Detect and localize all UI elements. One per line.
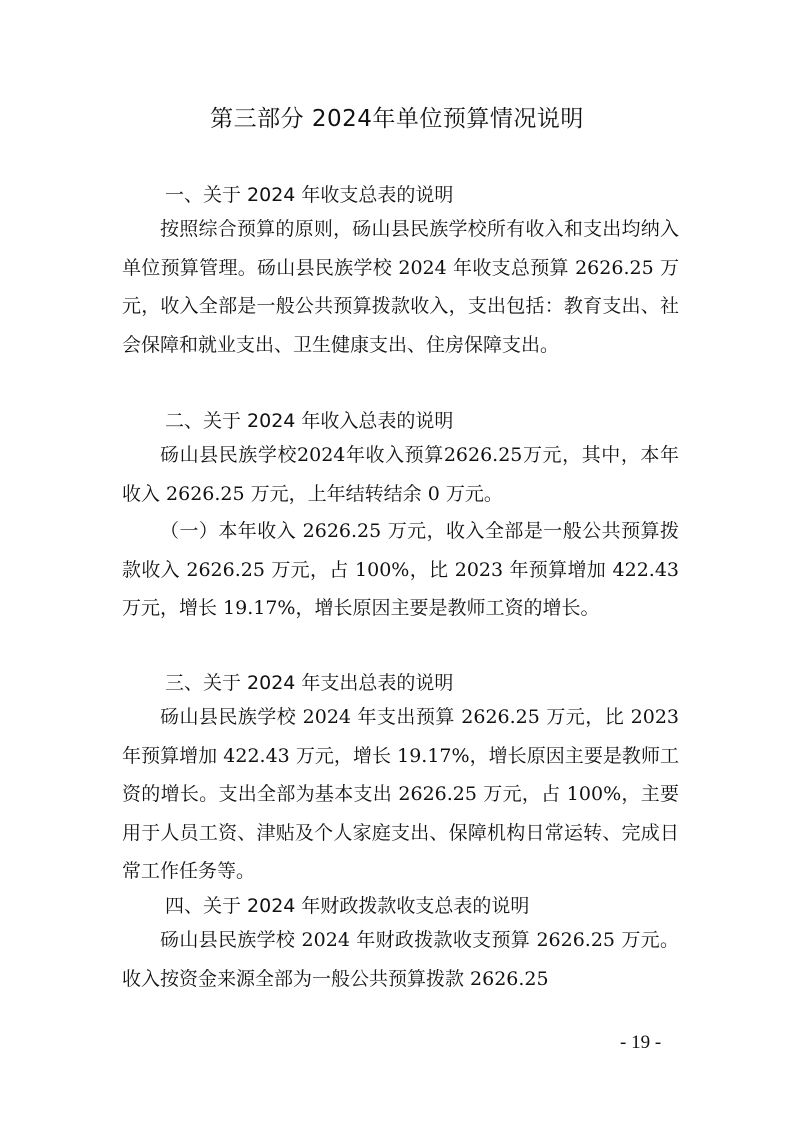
section-2-paragraph-1: 砀山县民族学校2024年收入预算2626.25万元，其中，本年收入 2626.25 万元，上年结转结余 0 万元。 [122,444,679,505]
page-title: 第三部分 2024年单位预算情况说明 [210,106,584,132]
section-heading-1: 一、关于 2024 年收支总表的说明 [165,184,454,206]
section-heading-3: 三、关于 2024 年支出总表的说明 [165,672,454,694]
page-number: - 19 - [620,1032,662,1053]
section-heading-2: 二、关于 2024 年收入总表的说明 [165,410,454,432]
section-4-paragraph-1: 砀山县民族学校 2024 年财政拨款收支预算 2626.25 万元。收入按资金来源全部为一般公共预算拨款 2626.25 [122,929,679,990]
section-1-paragraph-1: 按照综合预算的原则，砀山县民族学校所有收入和支出均纳入单位预算管理。砀山县民族学校 2024 年收支总预算 2626.25 万元，收入全部是一般公共预算拨款收入，支出包括：教育支出、社会保障和就业支出、卫生健康支出、住房保障支出。 [122,218,679,356]
section-3-paragraph-1: 砀山县民族学校 2024 年支出预算 2626.25 万元，比 2023 年预算增加 422.43 万元，增长 19.17%，增长原因主要是教师工资的增长。支出全部为基本支出 2626.25 万元，占 100%，主要用于人员工资、津贴及个人家庭支出、保障机构日常运转、完成日常工作任务等。 [122,706,679,882]
section-heading-4: 四、关于 2024 年财政拨款收支总表的说明 [165,895,530,917]
section-2-paragraph-2: （一）本年收入 2626.25 万元，收入全部是一般公共预算拨款收入 2626.25 万元，占 100%，比 2023 年预算增加 422.43 万元，增长 19.17%，增长原因主要是教师工资的增长。 [122,520,679,619]
